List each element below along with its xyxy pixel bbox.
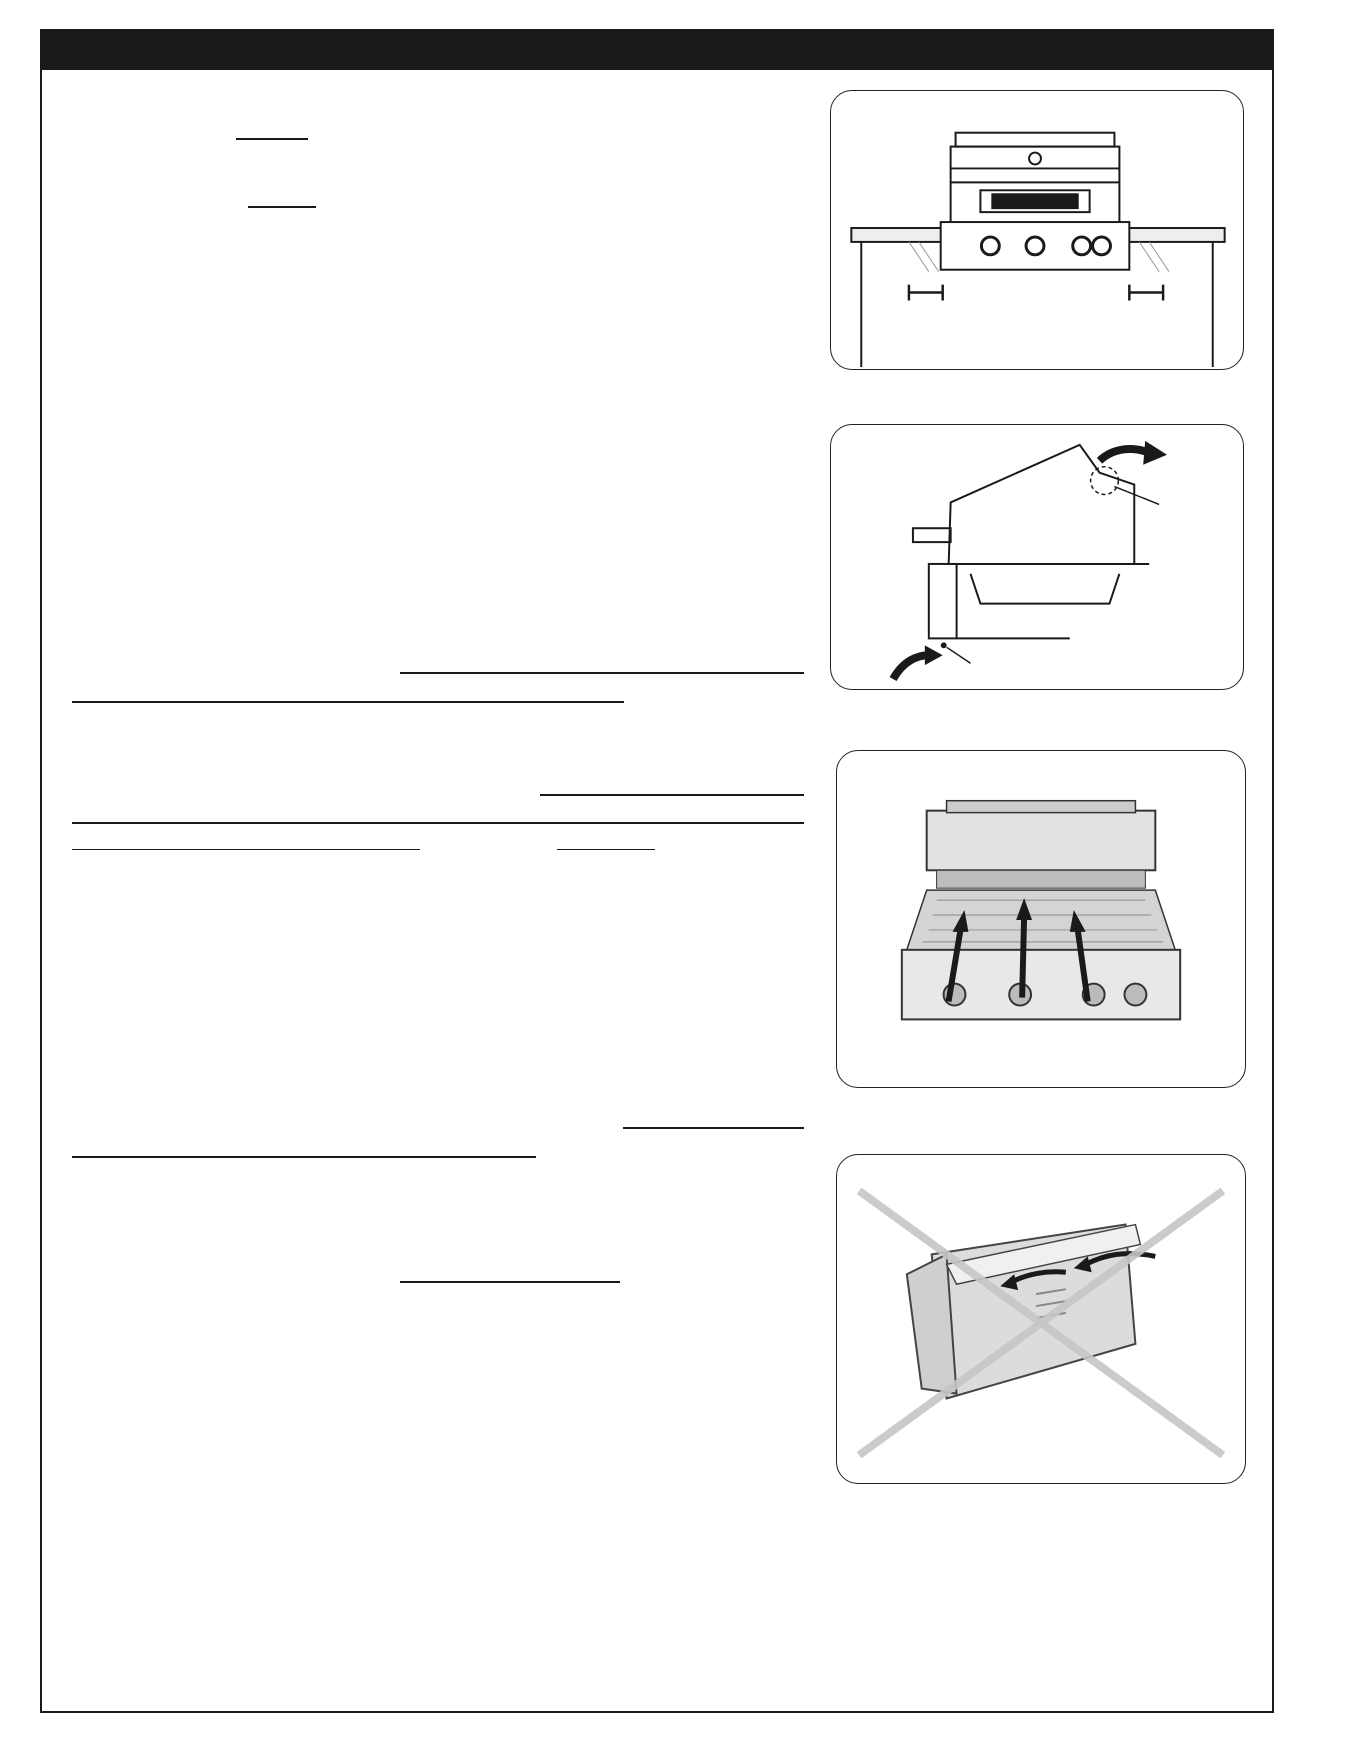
hood-hinge-drawing [831,425,1243,689]
underline-rule [623,1127,804,1129]
incorrect-hood-illustration [837,1155,1245,1483]
underline-rule [540,794,804,796]
figure-incorrect-hood-position [836,1154,1246,1484]
underline-rule [248,206,316,208]
underline-rule [72,849,420,850]
underline-rule [236,138,308,140]
underline-rule [72,701,624,703]
underline-rule [72,822,804,824]
underline-rule [557,849,655,850]
grill-photo-illustration [837,751,1245,1087]
underline-rule [400,1281,620,1283]
figure-hood-hinge-side-view [830,424,1244,690]
figure-grill-burners-arrows [836,750,1246,1088]
figure-countertop-installation [830,90,1244,370]
underline-rule [72,1156,536,1158]
countertop-grill-drawing [831,91,1243,369]
underline-rule [400,672,804,674]
